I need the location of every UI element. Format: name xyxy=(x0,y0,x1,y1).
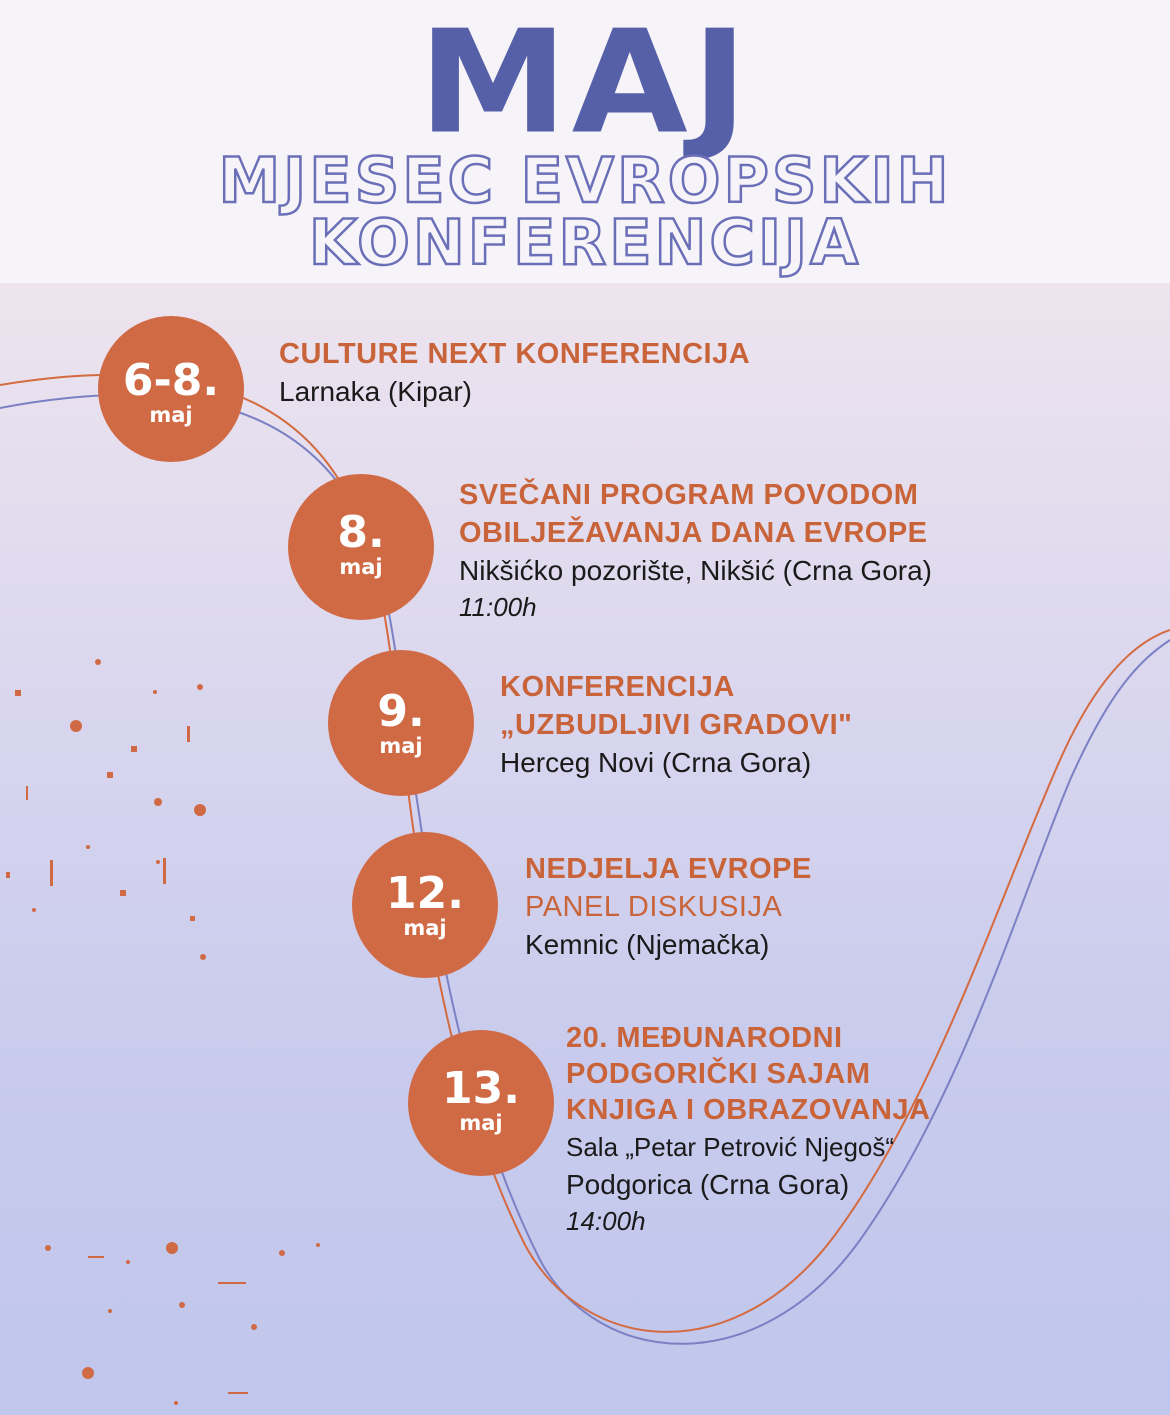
event-date-badge xyxy=(288,474,434,620)
event-title: NEDJELJA EVROPE xyxy=(525,853,812,885)
event-details xyxy=(500,668,852,782)
event-title: CULTURE NEXT KONFERENCIJA xyxy=(279,338,751,370)
event-date-unit: maj xyxy=(339,555,383,579)
page-title: MAJ xyxy=(418,0,752,166)
event-date: 6-8. xyxy=(122,355,220,406)
event-details xyxy=(459,476,932,624)
page-subtitle-line-2: KONFERENCIJA xyxy=(308,206,862,279)
event-title: SVEČANI PROGRAM POVODOM xyxy=(459,479,919,511)
page-subtitle-line-1: MJESEC EVROPSKIH xyxy=(218,144,952,217)
event-title: 20. MEĐUNARODNI xyxy=(566,1022,843,1054)
event-date-unit: maj xyxy=(403,916,447,940)
event-date-badge xyxy=(408,1030,554,1176)
event-time: 14:00h xyxy=(566,1206,646,1236)
event-date-unit: maj xyxy=(149,403,193,427)
event-title: OBILJEŽAVANJA DANA EVROPE xyxy=(459,517,928,549)
event-title: KNJIGA I OBRAZOVANJA xyxy=(566,1094,931,1126)
event-place: Kemnic (Njemačka) xyxy=(525,929,770,960)
event-title: KONFERENCIJA xyxy=(500,671,735,703)
event-place: Sala „Petar Petrović Njegoš“ xyxy=(566,1132,895,1162)
event-date: 9. xyxy=(377,686,425,737)
event-date: 8. xyxy=(337,507,385,558)
event-place: Herceg Novi (Crna Gora) xyxy=(500,747,812,778)
event-date-unit: maj xyxy=(379,734,423,758)
event-place: Nikšićko pozorište, Nikšić (Crna Gora) xyxy=(459,555,932,586)
event-title: PODGORIČKI SAJAM xyxy=(566,1058,871,1090)
event-date-badge xyxy=(352,832,498,978)
event-subtitle: PANEL DISKUSIJA xyxy=(525,891,783,923)
event-date-badge xyxy=(98,316,244,462)
event-title: „UZBUDLJIVI GRADOVI" xyxy=(500,709,853,741)
event-date: 13. xyxy=(442,1063,520,1114)
event-date: 12. xyxy=(386,868,464,919)
event-time: 11:00h xyxy=(459,592,537,622)
event-place: Larnaka (Kipar) xyxy=(279,376,472,407)
event-details xyxy=(525,850,812,964)
event-date-unit: maj xyxy=(459,1111,503,1135)
confetti-decoration xyxy=(6,659,320,1405)
event-details xyxy=(279,335,750,411)
event-details xyxy=(566,1020,930,1238)
event-place: Podgorica (Crna Gora) xyxy=(566,1169,850,1200)
event-date-badge xyxy=(328,650,474,796)
